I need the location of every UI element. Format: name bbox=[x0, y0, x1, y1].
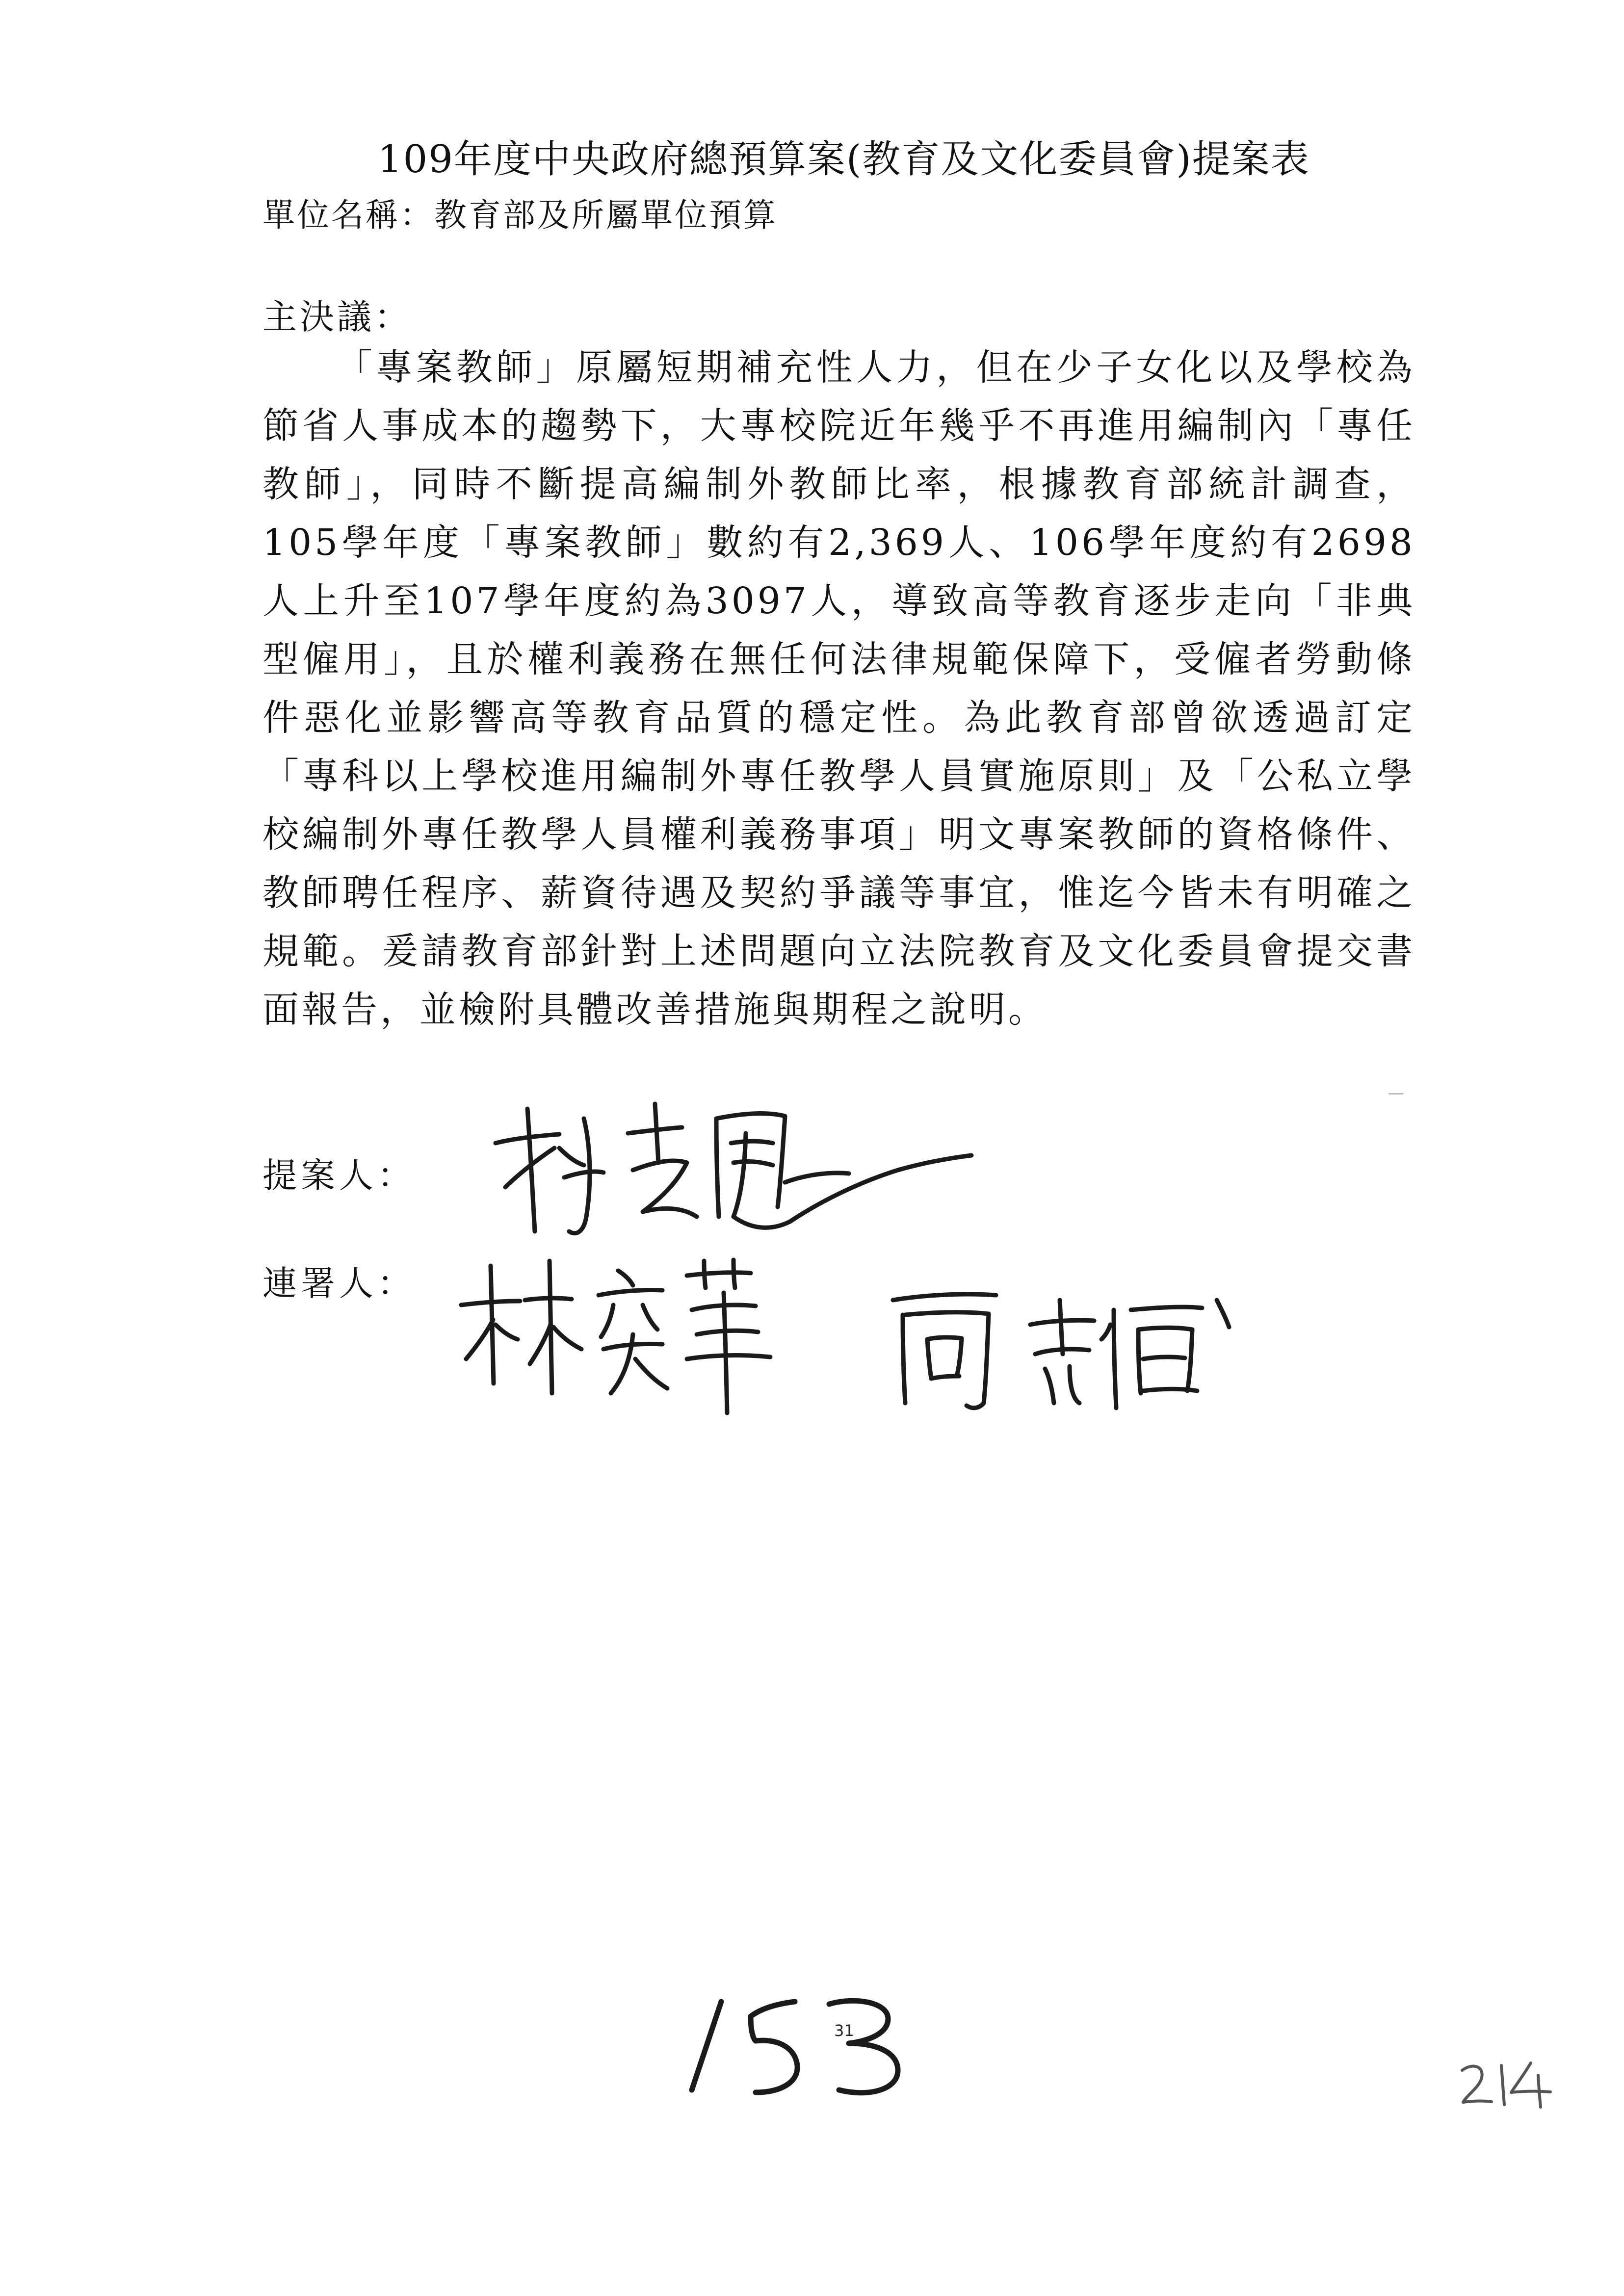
corner-handwritten-mark bbox=[1457, 2056, 1555, 2110]
scan-speck bbox=[1388, 1093, 1403, 1095]
proposer-label: 提案人： bbox=[262, 1155, 416, 1196]
main-resolution-label: 主決議： bbox=[262, 297, 412, 337]
page-number: 31 bbox=[834, 2021, 854, 2040]
cosigner-signature-2 bbox=[883, 1280, 1256, 1418]
cosigner-label: 連署人： bbox=[262, 1263, 416, 1304]
handwritten-page-number bbox=[682, 1992, 908, 2100]
document-title: 109年度中央政府總預算案(教育及文化委員會)提案表 bbox=[378, 137, 1310, 182]
main-resolution-text: 「專案教師」原屬短期補充性人力，但在少子女化以及學校為節省人事成本的趨勢下，大專校院近年幾乎不再進用編制內「專任教師」，同時不斷提高編制外教師比率，根據教育部統計調查，105學年度「專案教師」數約有2,369人、106學年度約有2698人上升至107學年度約為3097人，導致高等教育逐步走向「非典型僱用」，且於權利義務在無任何法律規範保障下，受僱者勞動條件惡化並影響高等教育品質的穩定性。為此教育部曾欲透過訂定「專科以上學校進用編制外專任教學人員實施原則」及「公私立學校編制外專任教學人員權利義務事項」明文專案教師的資格條件、教師聘任程序、薪資待遇及契約爭議等事宜，惟迄今皆未有明確之規範。爰請教育部針對上述問題向立法院教育及文化委員會提交書面報告，並檢附具體改善措施與期程之說明。 bbox=[262, 346, 1415, 1031]
unit-name: 單位名稱：教育部及所屬單位預算 bbox=[262, 196, 778, 234]
proposer-signature bbox=[486, 1089, 986, 1246]
cosigner-signature-1 bbox=[456, 1246, 800, 1423]
